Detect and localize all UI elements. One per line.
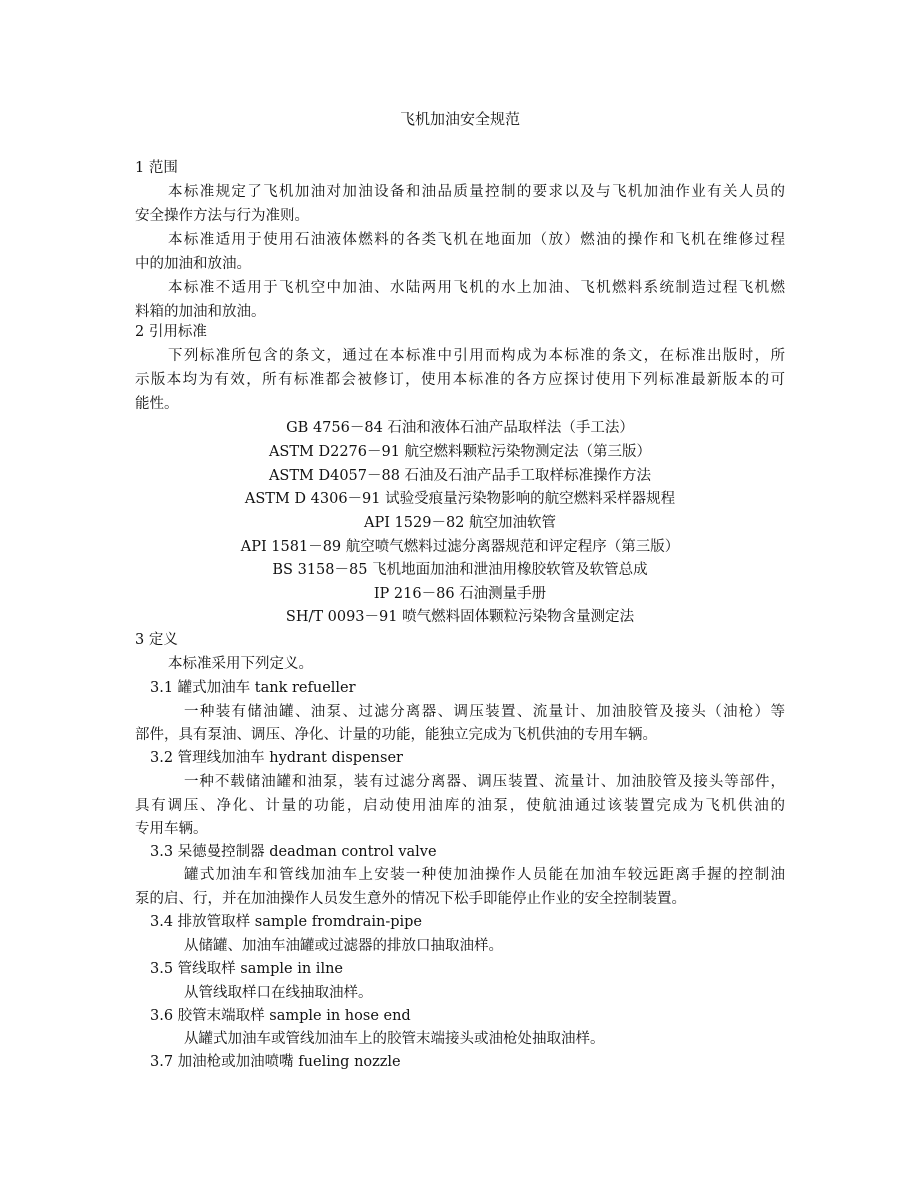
page-title: 飞机加油安全规范	[399, 110, 520, 128]
reference-item: GB 4756－84 石油和液体石油产品取样法（手工法）	[286, 420, 634, 436]
definition-term: 3.3 呆德曼控制器 deadman control valve	[150, 844, 437, 860]
definition-term: 3.4 排放管取样 sample fromdrain-pipe	[150, 914, 423, 930]
definition-term: 3.2 管理线加油车 hydrant dispenser	[150, 750, 403, 766]
paragraph-line: 能性。	[135, 396, 179, 412]
definition-line: 专用车辆。	[135, 821, 208, 837]
paragraph-line: 本标准规定了飞机加油对加油设备和油品质量控制的要求以及与飞机加油作业有关人员的	[168, 184, 785, 200]
section-heading-scope: 1 范围	[135, 160, 178, 176]
paragraph-line: 本标准适用于使用石油液体燃料的各类飞机在地面加（放）燃油的操作和飞机在维修过程	[168, 232, 785, 248]
section-heading-references: 2 引用标准	[135, 324, 207, 340]
paragraph-line: 本标准采用下列定义。	[168, 656, 313, 672]
reference-item: API 1581－89 航空喷气燃料过滤分离器规范和评定程序（第三版）	[240, 539, 680, 555]
paragraph-line: 本标准不适用于飞机空中加油、水陆两用飞机的水上加油、飞机燃料系统制造过程飞机燃	[168, 280, 785, 296]
paragraph-line: 料箱的加油和放油。	[135, 304, 266, 320]
definition-line: 罐式加油车和管线加油车上安装一种使加油操作人员能在加油车较远距离手握的控制油	[184, 867, 785, 883]
reference-item: API 1529－82 航空加油软管	[363, 515, 557, 531]
definition-line: 具有调压、净化、计量的功能，启动使用油库的油泵，使航油通过该装置完成为飞机供油的	[135, 798, 785, 814]
definition-line: 从罐式加油车或管线加油车上的胶管末端接头或油枪处抽取油样。	[184, 1031, 605, 1047]
definition-line: 从储罐、加油车油罐或过滤器的排放口抽取油样。	[184, 938, 503, 954]
paragraph-line: 中的加油和放油。	[135, 256, 251, 272]
reference-item: SH/T 0093－91 喷气燃料固体颗粒污染物含量测定法	[285, 609, 635, 625]
section-heading-definitions: 3 定义	[135, 632, 178, 648]
definition-line: 部件，具有泵油、调压、净化、计量的功能，能独立完成为飞机供油的专用车辆。	[135, 727, 657, 743]
definition-term: 3.7 加油枪或加油喷嘴 fueling nozzle	[150, 1054, 401, 1070]
definition-term: 3.5 管线取样 sample in ilne	[150, 961, 344, 977]
reference-item: BS 3158－85 飞机地面加油和泄油用橡胶软管及软管总成	[272, 562, 648, 578]
definition-line: 一种装有储油罐、油泵、过滤分离器、调压装置、流量计、加油胶管及接头（油枪）等	[184, 704, 785, 720]
definition-term: 3.6 胶管末端取样 sample in hose end	[150, 1008, 411, 1024]
reference-item: ASTM D 4306－91 试验受痕量污染物影响的航空燃料采样器规程	[244, 491, 676, 507]
paragraph-line: 安全操作方法与行为准则。	[135, 208, 309, 224]
definition-line: 一种不载储油罐和油泵，装有过滤分离器、调压装置、流量计、加油胶管及接头等部件，	[184, 774, 785, 790]
reference-item: IP 216－86 石油测量手册	[373, 586, 547, 602]
definition-term: 3.1 罐式加油车 tank refueller	[150, 680, 356, 696]
paragraph-line: 示版本均为有效，所有标准都会被修订，使用本标准的各方应探讨使用下列标准最新版本的可	[135, 372, 785, 388]
definition-line: 泵的启、行，并在加油操作人员发生意外的情况下松手即能停止作业的安全控制装置。	[135, 891, 686, 907]
reference-item: ASTM D2276－91 航空燃料颗粒污染物测定法（第三版）	[268, 444, 652, 460]
definition-line: 从管线取样口在线抽取油样。	[184, 985, 373, 1001]
reference-item: ASTM D4057－88 石油及石油产品手工取样标准操作方法	[268, 468, 652, 484]
paragraph-line: 下列标准所包含的条文，通过在本标准中引用而构成为本标准的条文，在标准出版时，所	[168, 348, 785, 364]
